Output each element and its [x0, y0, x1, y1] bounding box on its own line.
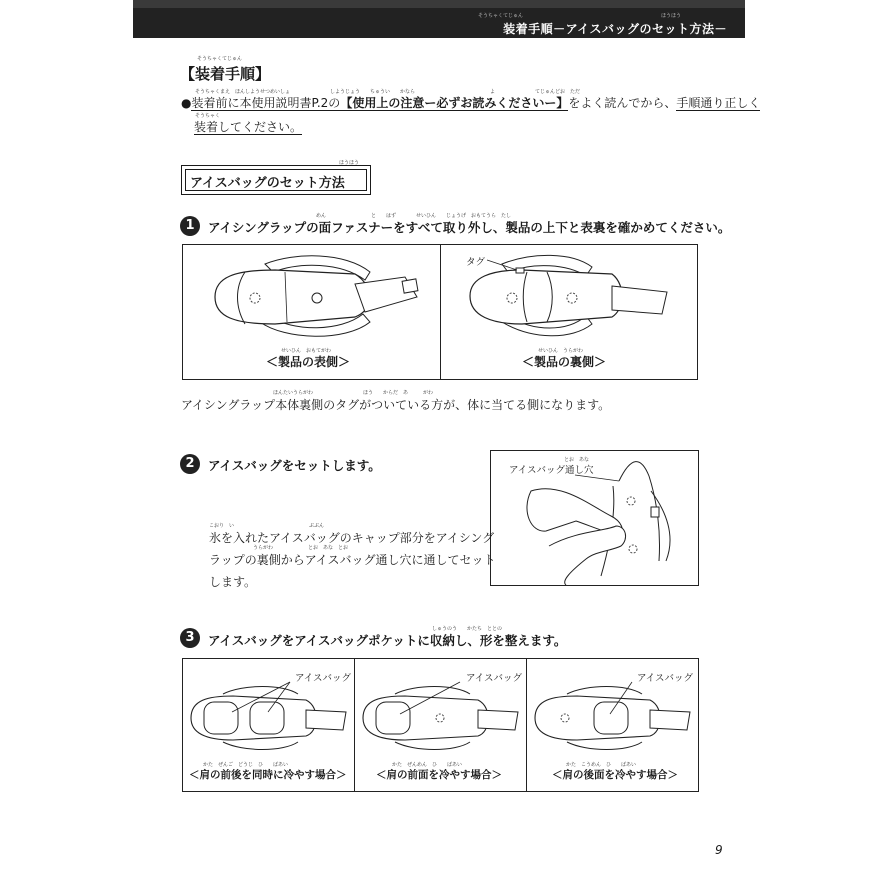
section2-ruby: ほうほう	[339, 160, 360, 166]
step2-desc-line3: します。	[209, 575, 257, 589]
wrap-back-strap	[612, 286, 667, 314]
step1-text: アイシングラップの面ファスナーをすべて取り外し、製品の上下と表裏を確かめてください。	[208, 220, 731, 235]
step3-divider-1	[354, 659, 355, 791]
ice-bag-a2	[250, 702, 284, 734]
section1-note-line1	[181, 94, 760, 111]
header-ruby-main: そうちゃくてじゅん	[478, 13, 524, 19]
header-top-line	[133, 0, 745, 8]
step3-label-b: アイスバッグ	[466, 673, 523, 684]
section1-note-line2	[194, 118, 302, 135]
page-header	[133, 0, 745, 38]
caption-front: ＜製品の表側＞	[266, 355, 351, 369]
wrap-front-illustration	[205, 252, 435, 342]
section2-title-box	[181, 165, 371, 195]
section1-note-ruby1: そうちゃくまえ ほんしようせつめいしょ しようじょう ちゅうい かなら よ てじゅんどお ただ	[195, 89, 581, 95]
step1-number-badge: 1	[180, 216, 200, 236]
header-title-end: －	[714, 22, 727, 36]
section1-title: 【装着手順】	[180, 65, 271, 83]
page-number: 9	[715, 843, 723, 857]
wrap-front-buckle	[402, 279, 418, 293]
step2-desc-ruby2: うらがわ とお あな とお	[253, 545, 349, 551]
note-text-a: 装着前に本使用説明書P.2の	[191, 96, 341, 110]
wrap-b-strap	[478, 710, 518, 730]
header-title	[503, 20, 745, 37]
section1-ruby: そうちゃくてじゅん	[197, 56, 243, 62]
caption-b-ruby: かた ぜんめん ひ ばあい	[392, 762, 463, 768]
caption-front-ruby: せいひん おもてがわ	[281, 348, 332, 354]
wrap-edge	[651, 491, 670, 561]
strap-clip	[651, 507, 659, 517]
step2-fig-ruby: とお あな	[564, 457, 590, 463]
wrap-back-body	[470, 270, 622, 324]
step3-label-a: アイスバッグ	[295, 673, 352, 684]
bullet: ●	[181, 96, 192, 110]
wrap-back-bag-illustration	[532, 688, 697, 748]
section1-note-ruby2: そうちゃく	[195, 113, 221, 119]
wrap-c-strap	[650, 710, 690, 730]
wrap-front-bag-illustration	[360, 688, 525, 748]
step2-number-badge: 2	[180, 454, 200, 474]
step1-ruby: めん と はず せいひん じょうげ おもてうら たし	[316, 213, 512, 219]
header-title-main: 装着手順	[503, 22, 554, 36]
caption-back-ruby: せいひん うらがわ	[538, 348, 584, 354]
step3-text: アイスバッグをアイスバッグポケットに収納し、形を整えます。	[208, 633, 567, 648]
step3-number-badge: 3	[180, 628, 200, 648]
step2-desc-ruby1: こおり い ぶぶん	[209, 523, 325, 529]
step1-note-ruby: ほんたいうらがわ ほう からだ あ がわ	[273, 390, 434, 396]
step2-desc-line1: 氷を入れたアイスバッグのキャップ部分をアイシング	[209, 531, 495, 545]
step2-text: アイスバッグをセットします。	[208, 458, 381, 473]
section2-title: アイスバッグのセット方法	[190, 176, 345, 191]
note-text-c: をよく読んでから、	[568, 96, 677, 110]
insert-hole-marker	[627, 497, 635, 505]
lower-pocket-marker	[629, 545, 637, 553]
caption-c: ＜肩の後面を冷やす場合＞	[552, 769, 678, 781]
caption-back: ＜製品の裏側＞	[522, 355, 607, 369]
step3-label-c: アイスバッグ	[637, 673, 694, 684]
hand-lower	[549, 526, 626, 585]
step2-desc-line2: ラップの裏側からアイスバッグ通し穴に通してセット	[209, 553, 496, 567]
note-text-d: 手順通り正しく	[676, 96, 761, 110]
note-text-bold: 【使用上の注意ー必ずお読みくださいー】	[340, 96, 569, 110]
wrap-a-strap	[306, 710, 346, 730]
caption-a-ruby: かた ぜんご どうじ ひ ばあい	[203, 762, 289, 768]
ice-bag-c1	[594, 702, 628, 734]
header-title-sep: －	[553, 22, 566, 36]
header-ruby-sub: ほうほう	[661, 13, 682, 19]
step1-note: アイシングラップ本体裏側のタグがついている方が、体に当てる側になります。	[181, 398, 611, 412]
note-text-line2: 装着してください。	[194, 120, 303, 134]
header-title-sub: アイスバッグのセット方法	[565, 22, 715, 36]
wrap-front-body	[215, 270, 370, 324]
wrap-back-tag	[516, 268, 524, 273]
step3-divider-2	[526, 659, 527, 791]
wrap-both-bags-illustration	[188, 688, 353, 748]
caption-a: ＜肩の前後を同時に冷やす場合＞	[189, 769, 347, 781]
ice-bag-a1	[204, 702, 238, 734]
ice-bag-b1	[376, 702, 410, 734]
wrap-back-illustration	[462, 252, 692, 342]
tag-label: タグ	[466, 257, 486, 268]
caption-b: ＜肩の前面を冷やす場合＞	[376, 769, 502, 781]
step3-ruby: しゅうのう かたち ととの	[432, 626, 503, 632]
caption-c-ruby: かた こうめん ひ ばあい	[566, 762, 637, 768]
step1-panel-divider	[440, 245, 441, 379]
step2-fig-label: アイスバッグ通し穴	[509, 465, 594, 476]
